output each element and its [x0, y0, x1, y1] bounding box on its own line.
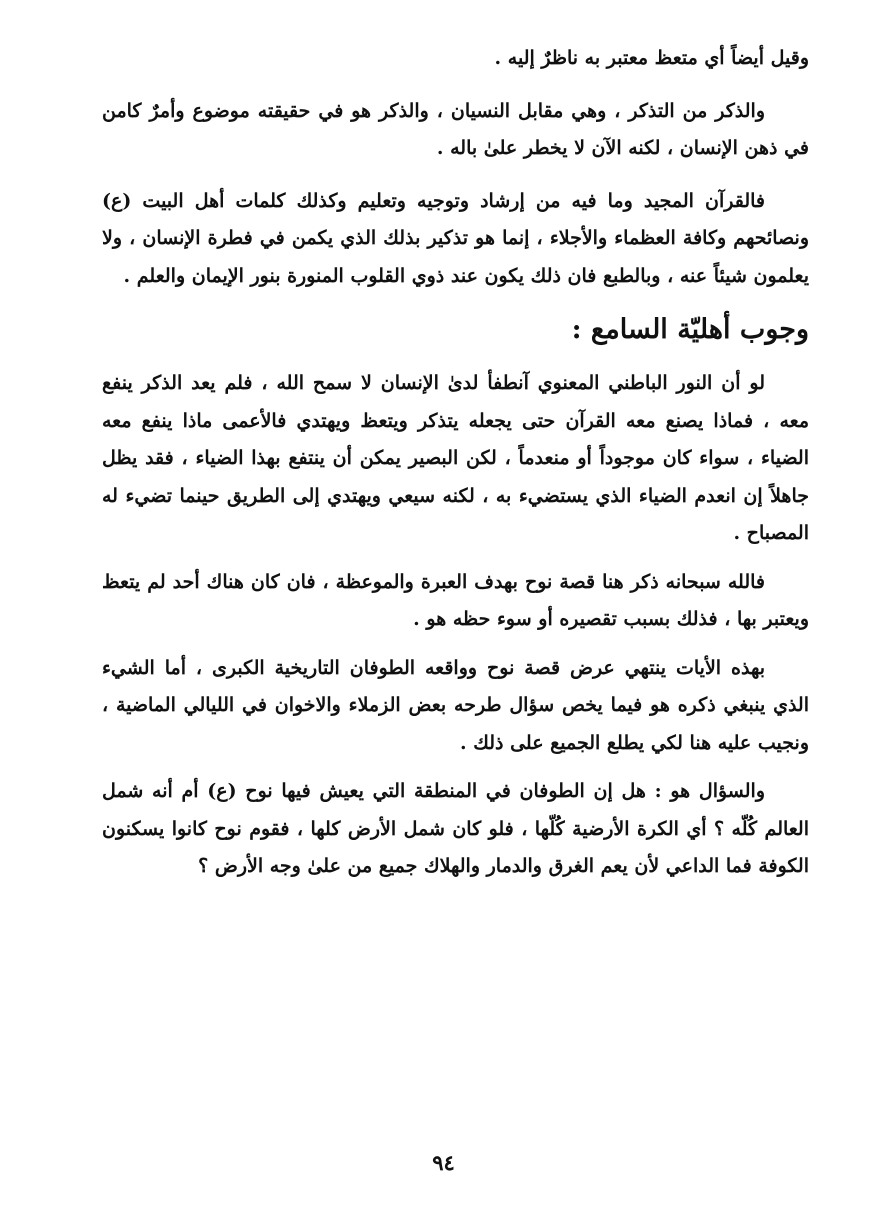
paragraph-body-4: والسؤال هو : هل إن الطوفان في المنطقة التي يعيش فيها نوح (ع) أم أنه شمل العالم كُلّه ؟ أي الكرة الأرضية كُلّها ، فلو كان شمل الأرض كلها ، فقوم نوح كانوا يسكنون الكوفة فما الداعي لأن يعم الغرق والدمار والهلاك جميع من علىٰ وجه الأرض ؟	[102, 780, 809, 877]
section-heading: وجوب أهليّة السامع :	[571, 314, 809, 345]
paragraph-body-1: لو أن النور الباطني المعنوي آنطفأ لدىٰ الإنسان لا سمح الله ، فلم يعد الذكر ينفع معه ، فماذا يصنع معه القرآن حتى يجعله يتذكر ويتعظ ويهتدي فالأعمى ماذا ينفع معه الضياء ، سواء كان موجوداً أو منعدماً ، لكن البصير يمكن أن ينتفع بهذا الضياء ، فقد يظل جاهلاً إن انعدم الضياء الذي يستضيء به ، لكنه سيعي ويهتدي إلى الطريق حينما تضيء له المصباح .	[102, 372, 809, 544]
paragraph-body-3: بهذه الأيات ينتهي عرض قصة نوح وواقعه الطوفان التاريخية الكبرى ، أما الشيء الذي ينبغي ذكره هو فيما يخص سؤال طرحه بعض الزملاء والاخوان في الليالي الماضية ، ونجيب عليه هنا لكي يطلع الجميع على ذلك .	[102, 656, 809, 754]
paragraph-intro-1: وقيل أيضاً أي متعظ معتبر به ناظرٌ إليه .	[494, 47, 809, 69]
paragraph-intro-3: فالقرآن المجيد وما فيه من إرشاد وتوجيه وتعليم وكذلك كلمات أهل البيت (ع) ونصائحهم وكافة العظماء والأجلاء ، إنما هو تذكير بذلك الذي يكمن في فطرة الإنسان ، ولا يعلمون شيئاً عنه ، وبالطبع فان ذلك يكون عند ذوي القلوب المنورة بنور الإيمان والعلم .	[102, 189, 809, 287]
paragraph-body-2: فالله سبحانه ذكر هنا قصة نوح بهدف العبرة والموعظة ، فان كان هناك أحد لم يتعظ ويعتبر بها ، فذلك بسبب تقصيره أو سوء حظه هو .	[102, 570, 809, 630]
paragraph-intro-2: والذكر من التذكر ، وهي مقابل النسيان ، والذكر هو في حقيقته موضوع وأمرٌ كامن في ذهن الإنسان ، لكنه الآن لا يخطر علىٰ باله .	[102, 99, 809, 159]
page-number: ٩٤	[432, 1150, 455, 1175]
